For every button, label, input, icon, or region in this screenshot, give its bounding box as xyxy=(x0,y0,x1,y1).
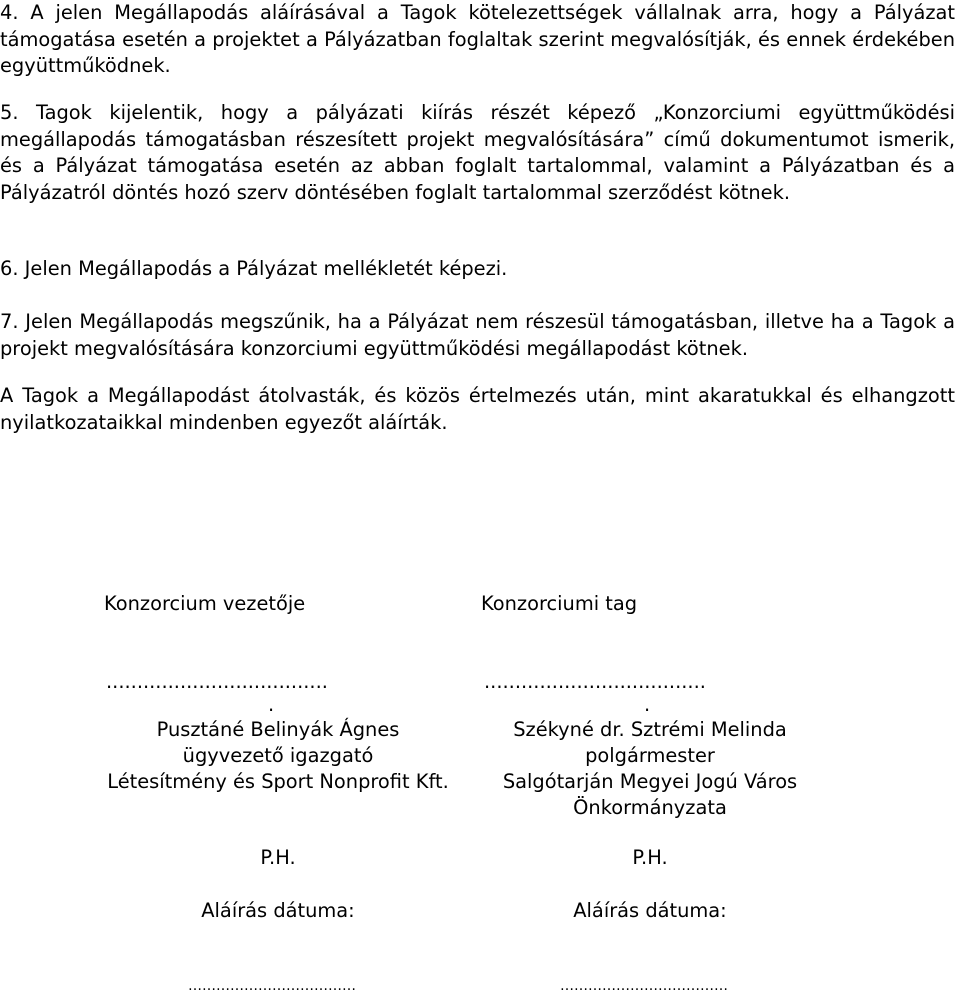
signer-left-org: Létesítmény és Sport Nonprofit Kft. xyxy=(107,770,449,793)
signature-line-right-end: . xyxy=(644,693,651,716)
signer-left-role: Konzorcium vezetője xyxy=(104,592,306,615)
signer-right-title: polgármester xyxy=(585,744,715,767)
paragraph-6: 6. Jelen Megállapodás a Pályázat mellékletét képezi. xyxy=(0,257,508,280)
signature-line-left: .................................... xyxy=(106,670,328,693)
signature-date-line-left: ……………………………… xyxy=(188,978,356,994)
signature-date-label-left: Aláírás dátuma: xyxy=(201,899,355,922)
signature-line-right: .................................... xyxy=(484,670,706,693)
stamp-placeholder-right: P.H. xyxy=(632,846,668,869)
paragraph-5: 5. Tagok kijelentik, hogy a pályázati kiírás részét képező „Konzorciumi együttműködési megállapodás támogatásban részesített projekt megvalósítására” című dokumentumot ismerik, és a Pályázat támogatása esetén az abban foglalt tartalommal, valamint a Pályázatban és a Pályázatról döntés hozó szerv döntésében foglalt tartalommal szerződést kötnek. xyxy=(0,101,955,204)
stamp-placeholder-left: P.H. xyxy=(260,846,296,869)
signature-line-left-end: . xyxy=(268,693,275,716)
signature-date-line-right: ……………………………… xyxy=(560,978,728,994)
signer-right-block xyxy=(470,717,830,821)
signer-left-title: ügyvezető igazgató xyxy=(182,744,374,767)
closing-paragraph: A Tagok a Megállapodást átolvasták, és közös értelmezés után, mint akaratukkal és elhangzott nyilatkozataikkal mindenben egyezőt aláírták. xyxy=(0,384,955,434)
paragraph-4: 4. A jelen Megállapodás aláírásával a Tagok kötelezettségek vállalnak arra, hogy a Pályázat támogatása esetén a projektet a Pályázatban foglaltak szerint megvalósítják, és ennek érdekében együttműködnek. xyxy=(0,1,955,77)
paragraph-7: 7. Jelen Megállapodás megszűnik, ha a Pályázat nem részesül támogatásban, illetve ha a Tagok a projekt megvalósítására konzorciumi együttműködési megállapodást kötnek. xyxy=(0,310,955,360)
signer-right-name: Székyné dr. Sztrémi Melinda xyxy=(513,718,787,741)
signer-right-role: Konzorciumi tag xyxy=(481,592,638,615)
signature-date-label-right: Aláírás dátuma: xyxy=(573,899,727,922)
signer-left-name: Pusztáné Belinyák Ágnes xyxy=(156,718,400,741)
signer-left-block xyxy=(98,717,458,795)
signer-right-org: Salgótarján Megyei Jogú Város Önkormányzata xyxy=(502,770,798,819)
